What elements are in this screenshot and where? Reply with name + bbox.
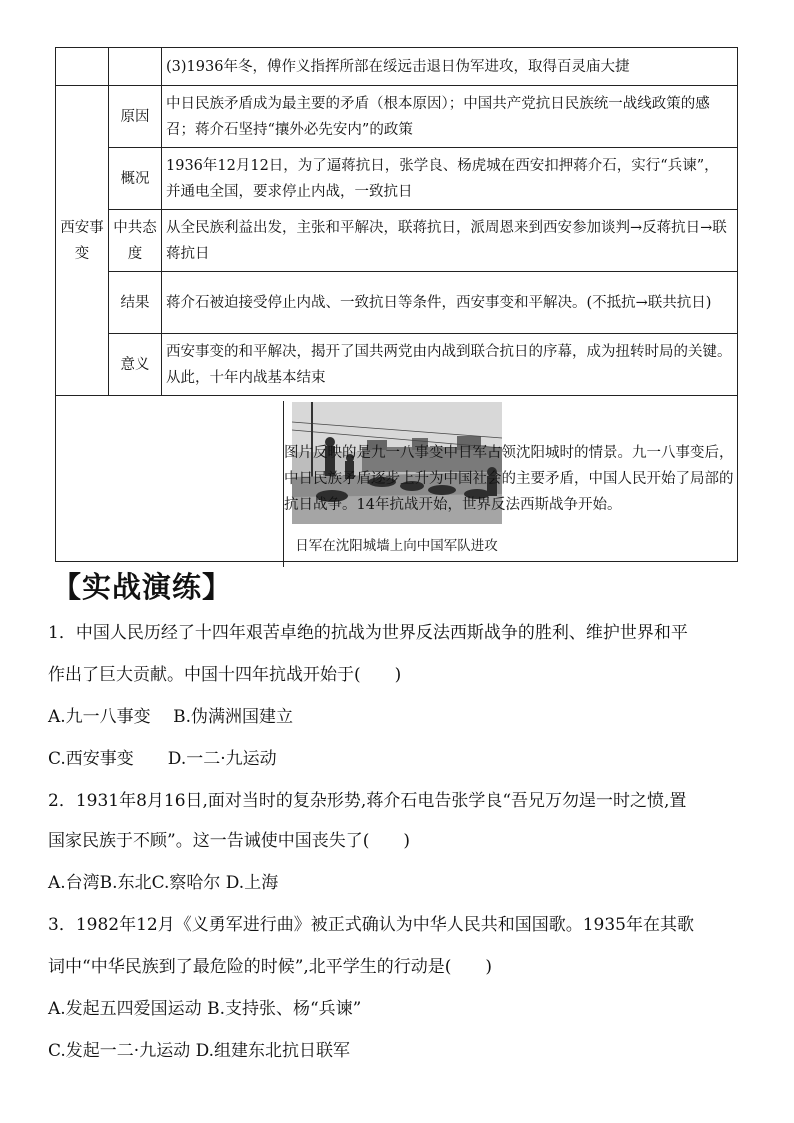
table-row [56,334,738,396]
row-label-result: 结果 [109,272,162,334]
row-text-ccp-attitude: 从全民族利益出发，主张和平解决，联蒋抗日，派周恩来到西安参加谈判→反蒋抗日→联蒋抗日 [162,210,738,272]
xian-incident-label: 西安事变 [56,86,109,396]
image-explanation: 图片反映的是九一八事变中日军占领沈阳城时的情景。九一八事变后，中日民族矛盾逐步上升为中国社会的主要矛盾，中国人民开始了局部的抗日战争。14年抗战开始，世界反法西斯战争开始。 [284,445,734,513]
empty-cell [109,48,162,86]
practice-heading: 【实战演练】 [52,570,233,604]
table-row [56,210,738,272]
empty-cell [56,48,109,86]
question-1-stem-line2: 作出了巨大贡献。中国十四年抗战开始于( ) [48,665,402,685]
question-3-stem-line1: 3．1982年12月《义勇军进行曲》被正式确认为中华人民共和国国歌。1935年在其歌 [48,915,694,935]
question-2-options-line1: A.台湾B.东北C.察哈尔 D.上海 [48,873,279,893]
top-row-text: (3)1936年冬，傅作义指挥所部在绥远击退日伪军进攻，取得百灵庙大捷 [162,48,738,86]
table-row-top [56,48,738,86]
row-label-overview: 概况 [109,148,162,210]
question-1-options-line1: A.九一八事变 B.伪满洲国建立 [48,707,293,727]
question-3-stem-line2: 词中“中华民族到了最危险的时候”,北平学生的行动是( ) [48,957,493,977]
question-1-options-line2: C.西安事变 D.一二·九运动 [48,749,277,769]
question-2-stem-line2: 国家民族于不顾”。这一告诫使中国丧失了( ) [48,831,410,851]
question-1-stem-line1: 1．中国人民历经了十四年艰苦卓绝的抗战为世界反法西斯战争的胜利、维护世界和平 [48,623,688,643]
table-row [56,272,738,334]
photo-caption: 日军在沈阳城墙上向中国军队进攻 [295,538,498,554]
row-label-significance: 意义 [109,334,162,396]
row-text-significance: 西安事变的和平解决，揭开了国共两党由内战到联合抗日的序幕，成为扭转时局的关键。从此，十年内战基本结束 [162,334,738,396]
question-3-options-line1: A.发起五四爱国运动 B.支持张、杨“兵谏” [48,999,362,1019]
table-row [56,148,738,210]
row-label-ccp-attitude: 中共态度 [109,210,162,272]
question-2-stem-line1: 2．1931年8月16日,面对当时的复杂形势,蒋介石电告张学良“吾兄万勿逞一时之愤,置 [48,791,687,811]
table-row [56,86,738,148]
row-text-result: 蒋介石被迫接受停止内战、一致抗日等条件，西安事变和平解决。(不抵抗→联共抗日) [162,272,738,334]
row-text-cause: 中日民族矛盾成为最主要的矛盾（根本原因）；中国共产党抗日民族统一战线政策的感召；蒋介石坚持“攘外必先安内”的政策 [162,86,738,148]
divider [283,401,284,567]
row-label-cause: 原因 [109,86,162,148]
question-3-options-line2: C.发起一二·九运动 D.组建东北抗日联军 [48,1041,351,1061]
row-text-overview: 1936年12月12日，为了逼蒋抗日，张学良、杨虎城在西安扣押蒋介石，实行“兵谏”，并通电全国，要求停止内战，一致抗日 [162,148,738,210]
